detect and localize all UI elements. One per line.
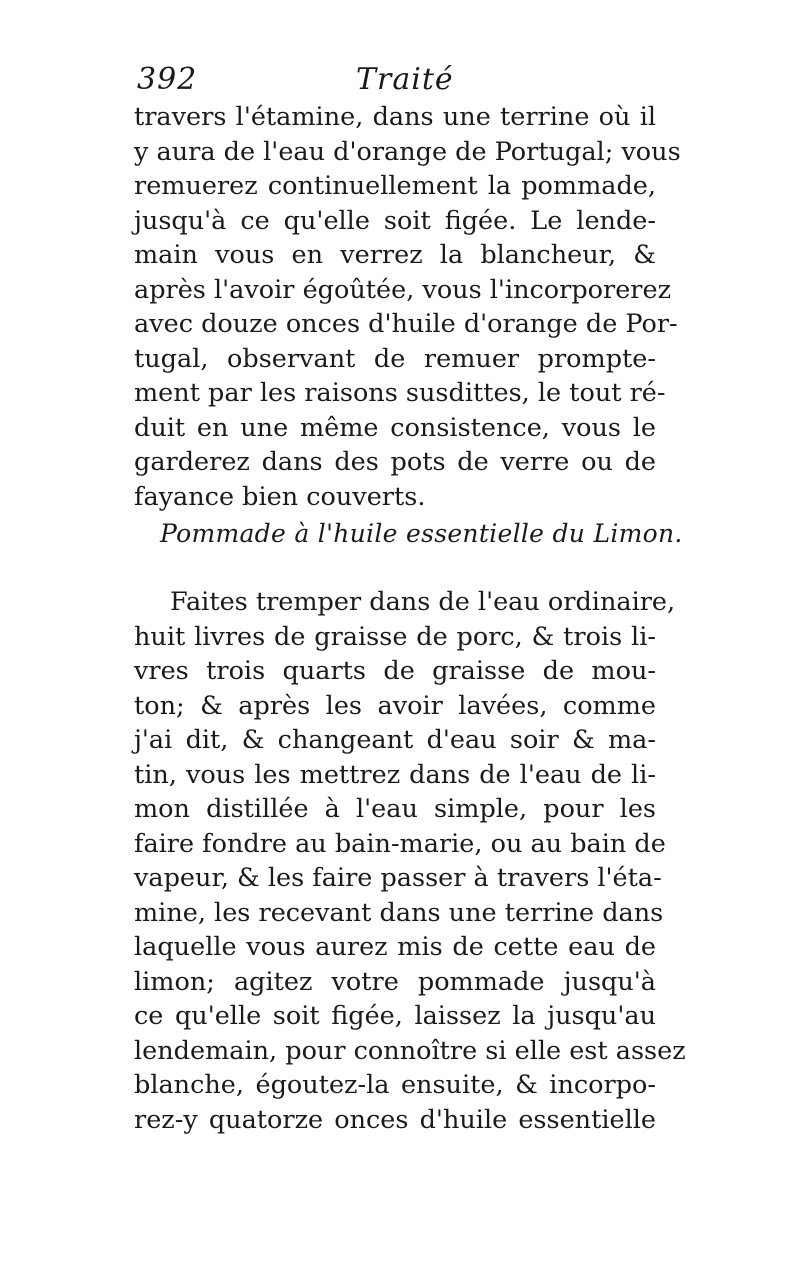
paragraph-continuation xyxy=(134,100,681,514)
running-head: Traité xyxy=(356,62,454,97)
text-line: y aura de l'eau d'orange de Portugal; vous xyxy=(134,136,681,167)
text-line: ton; & après les avoir lavées, comme xyxy=(134,690,656,721)
text-line: fayance bien couverts. xyxy=(134,481,426,512)
text-line: main vous en verrez la blancheur, & xyxy=(134,240,656,270)
text-line: vapeur, & les faire passer à travers l'éta- xyxy=(134,863,662,893)
section-heading: Pommade à l'huile essentielle du Limon. xyxy=(160,519,683,548)
text-line: j'ai dit, & changeant d'eau soir & ma- xyxy=(134,725,656,755)
paragraph-recipe xyxy=(134,585,686,1137)
page-header xyxy=(137,62,657,102)
text-line: travers l'étamine, dans une terrine où il xyxy=(134,102,656,132)
text-line: vres trois quarts de graisse de mou- xyxy=(134,656,656,686)
text-line: rez-y quatorze onces d'huile essentielle xyxy=(134,1104,656,1135)
text-line: tugal, observant de remuer prompte- xyxy=(134,343,656,374)
text-line: tin, vous les mettrez dans de l'eau de li- xyxy=(134,759,656,790)
text-line: avec douze onces d'huile d'orange de Por- xyxy=(134,309,678,339)
text-line: lendemain, pour connoître si elle est assez xyxy=(134,1035,686,1066)
text-line: garderez dans des pots de verre ou de xyxy=(134,447,656,477)
text-line: après l'avoir égoûtée, vous l'incorporerez xyxy=(134,274,672,305)
text-line: huit livres de graisse de porc, & trois li- xyxy=(134,621,656,652)
text-line: mon distillée à l'eau simple, pour les xyxy=(134,794,656,824)
text-line: faire fondre au bain-marie, ou au bain de xyxy=(134,828,666,859)
text-line: duit en une même consistence, vous le xyxy=(134,412,656,443)
text-line: ment par les raisons susdittes, le tout ré- xyxy=(134,378,666,408)
text-line: Faites tremper dans de l'eau ordinaire, xyxy=(170,587,676,617)
page-number: 392 xyxy=(137,62,198,97)
text-line: remuerez continuellement la pommade, xyxy=(134,171,656,201)
text-line: laquelle vous aurez mis de cette eau de xyxy=(134,932,656,962)
text-line: ce qu'elle soit figée, laissez la jusqu'au xyxy=(134,1001,656,1031)
text-line: mine, les recevant dans une terrine dans xyxy=(134,897,664,928)
text-line: jusqu'à ce qu'elle soit figée. Le lende- xyxy=(134,205,656,236)
text-line: blanche, égoutez-la ensuite, & incorpo- xyxy=(134,1070,656,1100)
text-line: limon; agitez votre pommade jusqu'à xyxy=(134,966,656,997)
